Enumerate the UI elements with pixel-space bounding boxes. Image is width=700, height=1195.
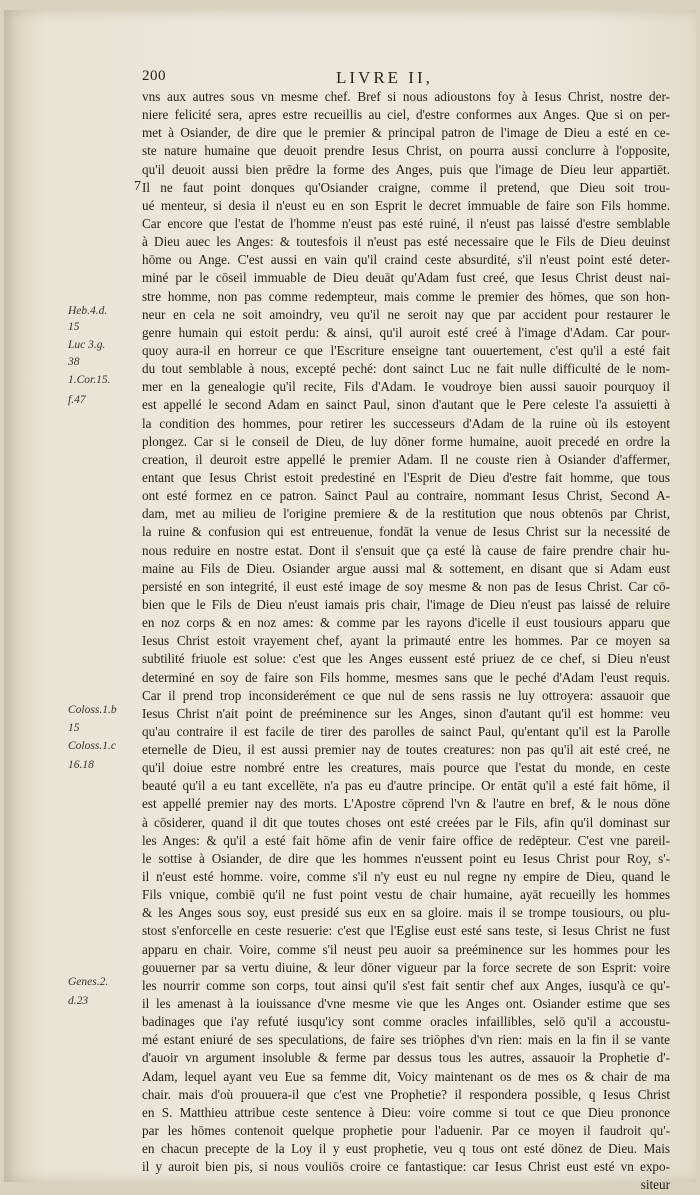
text-line: d'auoir vn argument insoluble & ferme par dessus tous les autres, assauoir la Prophetie d'- <box>142 1050 670 1066</box>
margin-note: f.47 <box>68 393 86 406</box>
text-line: & les Anges sous soy, eust presidé sus eux en sa gloire. mais il se trompe tousiours, ou plu- <box>142 905 670 921</box>
text-line: ont esté formez en ce patron. Sainct Paul au contraire, nommant Iesus Christ, Second A- <box>142 488 670 504</box>
margin-note: 15 <box>68 321 80 334</box>
text-line: il n'eust esté homme. voire, comme s'il n'y eust eu nul regne ny empire de Dieu, quand le <box>142 869 670 885</box>
text-line: badinages que i'ay refuté iusqu'icy sont comme oracles infaillibles, selō qu'il a accoustu- <box>142 1014 670 1030</box>
text-line: est appellé le second Adam en sainct Paul, sinon d'autant que le Pere celeste l'a assuietti à <box>142 397 670 413</box>
text-line: Il ne faut point donques qu'Osiander craigne, comme il pretend, que Dieu soit trou- <box>142 179 670 195</box>
catchword: siteur <box>640 1177 670 1193</box>
margin-note: 16.18 <box>68 758 94 771</box>
margin-note: Coloss.1.b <box>68 704 117 717</box>
text-line: Iesus Christ estoit vrayement chef, ayant la primauté entre les hommes. Par ce moyen sa <box>142 633 670 649</box>
text-line: ué menteur, si desia il n'eust eu en son Esprit le decret immuable de faire son Fils homme. <box>142 197 670 213</box>
text-line: bien que le Fils de Dieu n'eust iamais pris chair, l'image de Dieu n'eust pas laissé de reluire <box>142 596 670 612</box>
text-line: à Dieu auec les Anges: & toutesfois il n'eust pas esté necessaire que le Fils de Dieu deuinst <box>142 234 670 250</box>
text-line: il y auroit bien pis, si nous vouliōs croire ce fantastique: car Iesus Christ eust esté vn expo- <box>142 1159 670 1175</box>
text-line: ste nature humaine que deuoit prendre Iesus Christ, on pourra aussi conclurre à l'opposite, <box>142 143 670 159</box>
text-line: Fils vnique, combiē qu'il ne fust point vestu de chair humaine, ayāt recueilly les hommes <box>142 887 670 903</box>
margin-note: Heb.4.d. <box>68 304 108 317</box>
text-line: genre humain qui estoit perdu: & ainsi, qu'il auroit esté creé à l'image d'Adam. Car pour- <box>142 324 670 340</box>
text-line: Car il prend trop inconsiderément ce que nul de sens rassis ne luy ottroyera: assauoir que <box>142 687 670 703</box>
text-line: gouuerner par sa vertu diuine, & leur dōner vigueur par la force secrete de son Esprit: voire <box>142 959 670 975</box>
margin-note: 38 <box>68 355 80 368</box>
text-line: creation, il deuroit estre appellé le premier Adam. Il ne couste rien à Osiander d'affermer, <box>142 451 670 467</box>
text-line: beauté qu'il a eu tant excellēte, n'a pas eu d'autre principe. Or entāt qu'il a esté fait hōme, il <box>142 778 670 794</box>
text-line: persisté en son integrité, il eust esté image de soy mesme & non pas de Iesus Christ. Car cō- <box>142 578 670 594</box>
running-title: LIVRE II, <box>336 68 433 87</box>
margin-note: 1.Cor.15. <box>68 373 111 386</box>
text-line: determiné en soy de faire son Fils homme, mesmes sans que le peché d'Adam l'eust requis. <box>142 669 670 685</box>
text-line: miné par le cōseil immuable de Dieu deuāt qu'Adam fust creé, que Iesus Christ deust nai- <box>142 270 670 286</box>
text-line: stre homme, non pas comme redempteur, mais comme le premier des hōmes, que son hon- <box>142 288 670 304</box>
text-line: qu'il doiue estre nombré entre les creatures, mais pource que l'estat du monde, en ceste <box>142 760 670 776</box>
text-line: est appellé premier nay des morts. L'Apostre cōprend l'vn & l'autre en bref, & le nous dōne <box>142 796 670 812</box>
text-line: Iesus Christ n'ait point de preéminence sur les Anges, sinon d'autant qu'il est homme: veu <box>142 705 670 721</box>
text-line: par les hōmes contenoit quelque prophetie pour l'aduenir. Par ce moyen il faudroit qu'- <box>142 1123 670 1139</box>
body-text <box>142 88 670 1195</box>
text-line: subtilité friuole est solue: c'est que les Anges eussent esté priuez de ce chef, si Dieu n'eust <box>142 651 670 667</box>
text-line: en chacun precepte de la Loy il y eust prophetie, veu q tous ont esté dōnez de Dieu. Mais <box>142 1141 670 1157</box>
text-line: qu'au contraire il est facile de tirer des parolles de sainct Paul, qu'entant qu'il est la Parolle <box>142 723 670 739</box>
page-number: 200 <box>142 68 166 84</box>
margin-note: Coloss.1.c <box>68 740 116 753</box>
text-line: en noz corps & en noz ames: & comme par les rayons d'icelle il eust tousiours apparu que <box>142 615 670 631</box>
text-line: plongez. Car si le conseil de Dieu, de luy dōner forme humaine, auoit precedé en ordre la <box>142 433 670 449</box>
text-line: en S. Matthieu attribue ceste sentence à Dieu: voire comme si tout ce que Dieu prononce <box>142 1104 670 1120</box>
text-line: nous reduire en nostre estat. Dont il s'ensuit que ça esté là cause de faire prendre chair hu- <box>142 542 670 558</box>
text-line: mer en la genealogie qu'il recite, Fils d'Adam. Ie voudroye bien aussi sauoir pourquoy il <box>142 379 670 395</box>
book-page <box>4 10 696 1193</box>
text-line: hōme ou Ange. C'est aussi en vain qu'il craind ceste absurdité, s'il n'eust point esté deter- <box>142 252 670 268</box>
text-line: les Anges: & qu'il a esté fait hōme afin de venir faire office de redēpteur. C'est vne pareil- <box>142 832 670 848</box>
text-line: à cōsiderer, quand il dit que toutes choses ont esté creées par le Fils, afin qu'il dominast sur <box>142 814 670 830</box>
text-line: maine au Fils de Dieu. Osiander argue aussi mal & sottement, en disant que si Adam eust <box>142 560 670 576</box>
text-line: Adam, lequel ayant veu Eue sa femme dit, Voicy maintenant os de mes os & chair de ma <box>142 1068 670 1084</box>
margin-note: Genes.2. <box>68 976 109 989</box>
text-line: eternelle de Dieu, il est aussi premier nay de toutes creatures: non pas qu'il ait esté creé, ne <box>142 742 670 758</box>
text-line: met à Osiander, de dire que le premier & principal patron de l'image de Dieu a esté en ce- <box>142 125 670 141</box>
text-line: la condition des hommes, pour retirer les successeurs d'Adam de la ruine où ils estoyent <box>142 415 670 431</box>
section-number: 7 <box>134 178 141 194</box>
text-line: apparu en chair. Voire, comme s'il neust peu auoir sa preéminence sur les hommes pour les <box>142 941 670 957</box>
text-line: il les amenast à la iouissance d'vne mesme vie que les Anges ont. Osiander estime que ses <box>142 996 670 1012</box>
text-line: la ruine & confusion qui est entreuenue, fondāt la venue de Iesus Christ sur la necessité de <box>142 524 670 540</box>
text-line: le sottise à Osiander, de dire que les hommes n'eussent point eu Iesus Christ pour Roy, s'- <box>142 850 670 866</box>
text-line: vns aux autres sous vn mesme chef. Bref si nous adioustons foy à Iesus Christ, nostre der- <box>142 89 670 104</box>
text-line: chair. mais d'où prouuera-il que c'est vne Prophetie? il respondera possible, q Iesus Christ <box>142 1086 670 1102</box>
margin-note: d.23 <box>68 994 89 1007</box>
text-line: neur en cela ne soit amoindry, veu qu'il ne seroit nay que par accident pour restaurer le <box>142 306 670 322</box>
text-line: mé estant eniuré de ses speculations, de faire ses triōphes d'vn rien: mais en la fin il se vante <box>142 1032 670 1048</box>
text-line: Car encore que l'estat de l'homme n'eust pas esté ruiné, il n'eust pas laissé d'estre semblable <box>142 215 670 231</box>
margin-note: 15 <box>68 722 80 735</box>
text-line: dam, met au milieu de l'origine premiere & de la restitution que nous obtenōs par Christ, <box>142 506 670 522</box>
page-header <box>4 68 696 88</box>
text-line: niere felicité sera, apres estre recueillis au ciel, d'estre conformes aux Anges. Que si on per- <box>142 107 670 123</box>
text-line: les nourrir comme son corps, tout ainsi qu'il s'est fait sentir chef aux Anges, iusqu'à ce qu'- <box>142 977 670 993</box>
margin-note: Luc 3.g. <box>68 339 106 352</box>
text-line: quoy aura-il en horreur ce que l'Escriture enseigne tant ouuertement, c'est qu'il a esté fait <box>142 342 670 358</box>
text-line: qu'il deuoit aussi bien prēdre la forme des Anges, puis que l'image de Dieu leur appartiēt. <box>142 161 670 177</box>
text-line: entant que Iesus Christ estoit predestiné en l'Esprit de Dieu d'estre fait homme, que tous <box>142 469 670 485</box>
text-line: du tout semblable à nous, excepté peché: dont sainct Luc ne fait nulle difficulté de le nom- <box>142 361 670 377</box>
text-line: stost s'enforcelle en ceste resuerie: c'est que l'Eglise eust esté sans teste, si Iesus Christ ne fust <box>142 923 670 939</box>
